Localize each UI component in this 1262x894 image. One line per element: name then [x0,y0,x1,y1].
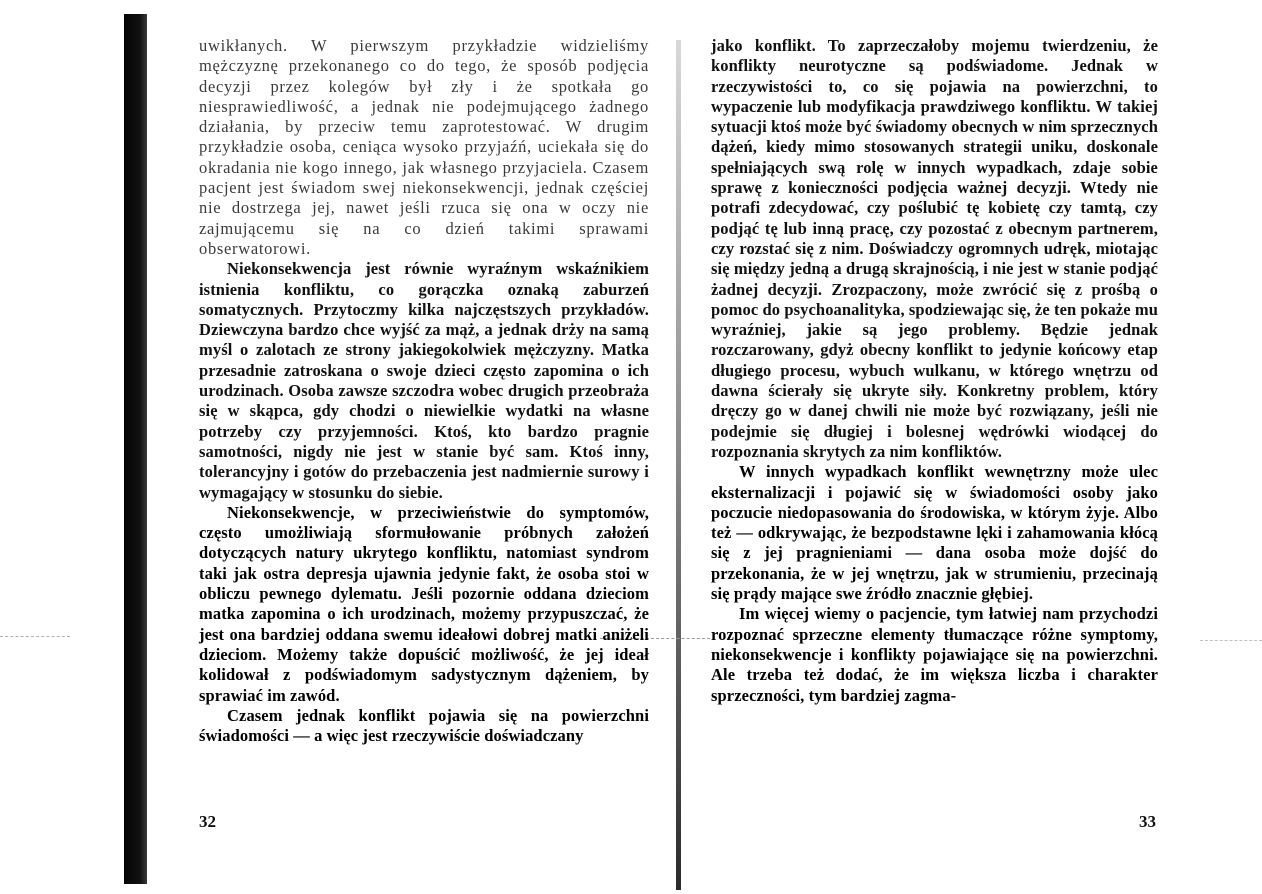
book-binding-shadow [124,14,147,884]
paragraph: Im więcej wiemy o pacjencie, tym łatwiej nam przychodzi rozpoznać sprzeczne elementy tłumaczące różne symptomy, niekonsekwencje i konflikty pojawiające się na powierzchni. Ale trzeba też dodać, że im większa liczba i charakter sprzeczności, tym bardziej zagma- [711,604,1158,705]
scan-speck [1200,640,1262,642]
right-page [711,36,1158,706]
page-number-left: 32 [199,812,216,831]
paragraph: uwikłanych. W pierwszym przykładzie widzieliśmy mężczyznę przekonanego co do tego, że sposób podjęcia decyzji przez kolegów był zły i że spotkała go niesprawiedliwość, a jednak nie podejmującego żadnego działania, by przeciw temu zaprotestować. W drugim przykładzie osoba, ceniąca wysoko przyjaźń, uciekała się do okradania nie kogo innego, jak własnego przyjaciela. Czasem pacjent jest świadom swej niekonsekwencji, jednak częściej nie dostrzega jej, nawet jeśli rzuca się ona w oczy nie zajmującemu się na co dzień takimi sprawami obserwatorowi. [199,36,649,258]
center-gutter [676,40,681,890]
page-number-right: 33 [1139,812,1156,831]
paragraph: W innych wypadkach konflikt wewnętrzny może ulec eksternalizacji i pojawić się w świadomości osoby jako poczucie niedopasowania do środowiska, w którym żyje. Albo też — odkrywając, że bezpodstawne lęki i zahamowania kłócą się z jej pragnieniami — dana osoba może dojść do przekonania, że w jej wnętrzu, jak w strumieniu, przecinają się prądy mające swe źródło znacznie głębiej. [711,462,1158,604]
paragraph: Czasem jednak konflikt pojawia się na powierzchni świadomości — a więc jest rzeczywiście doświadczany [199,705,649,746]
scan-speck [0,636,70,638]
paragraph: Niekonsekwencje, w przeciwieństwie do symptomów, często umożliwiają sformułowanie próbnych założeń dotyczących natury ukrytego konfliktu, natomiast syndrom taki jak ostra depresja ujawnia jedynie fakt, że osoba stoi w obliczu pewnego dylematu. Jeśli pozornie oddana dzieciom matka zapomina o ich urodzinach, możemy przypuszczać, że jest ona bardziej oddana swemu ideałowi dobrej matki aniżeli dzieciom. Możemy także dopuścić możliwość, że jej ideał kolidował z podświadomym sadystycznym dążeniem, by sprawiać im zawód. [199,502,649,705]
paragraph: Niekonsekwencja jest równie wyraźnym wskaźnikiem istnienia konfliktu, co gorączka oznaką zaburzeń somatycznych. Przytoczmy kilka najczęstszych przykładów. Dziewczyna bardzo chce wyjść za mąż, a jednak drży na samą myśl o zalotach ze strony jakiegokolwiek mężczyzny. Matka przesadnie zatroskana o swoje dzieci często zapomina o ich urodzinach. Osoba zawsze szczodra wobec drugich przeobraża się w skąpca, gdy chodzi o niewielkie wydatki na własne potrzeby czy przyjemności. Ktoś, kto bardzo pragnie samotności, nigdy nie jest w stanie być sam. Ktoś inny, tolerancyjny i gotów do przebaczenia jest nadmiernie surowy i wymagający w stosunku do siebie. [199,259,649,502]
paragraph: jako konflikt. To zaprzeczałoby mojemu twierdzeniu, że konflikty neurotyczne są podświadome. Jednak w rzeczywistości to, co się pojawia na powierzchni, to wypaczenie lub modyfikacja prawdziwego konfliktu. W takiej sytuacji ktoś może być świadomy obecnych w nim sprzecznych dążeń, kiedy mimo stosowanych strategii uniku, doskonale spełniających swą rolę w innych wypadkach, zdaje sobie sprawę z konieczności podjęcia ważnej decyzji. Wtedy nie potrafi zdecydować, czy poślubić tę kobietę czy tamtą, czy podjąć tę lub inną pracę, czy pozostać z obecnym partnerem, czy rozstać się z nim. Doświadczy ogromnych udręk, miotając się między jedną a drugą skrajnością, i nie jest w stanie podjąć żadnej decyzji. Zrozpaczony, może zwrócić się z prośbą o pomoc do psychoanalityka, spodziewając się, że ten pokaże mu wyraźniej, jakie są jego problemy. Będzie jednak rozczarowany, gdyż obecny konflikt to jedynie końcowy etap długiego procesu, wybuch wulkanu, w którego wnętrzu od dawna ścierały się ukryte siły. Konkretny problem, który dręczy go w danej chwili nie może być rozwiązany, jeśli nie podejmie się długiej i bolesnej wędrówki wiodącej do rozpoznania skrytych za nim konfliktów. [711,36,1158,461]
left-page [199,36,649,746]
